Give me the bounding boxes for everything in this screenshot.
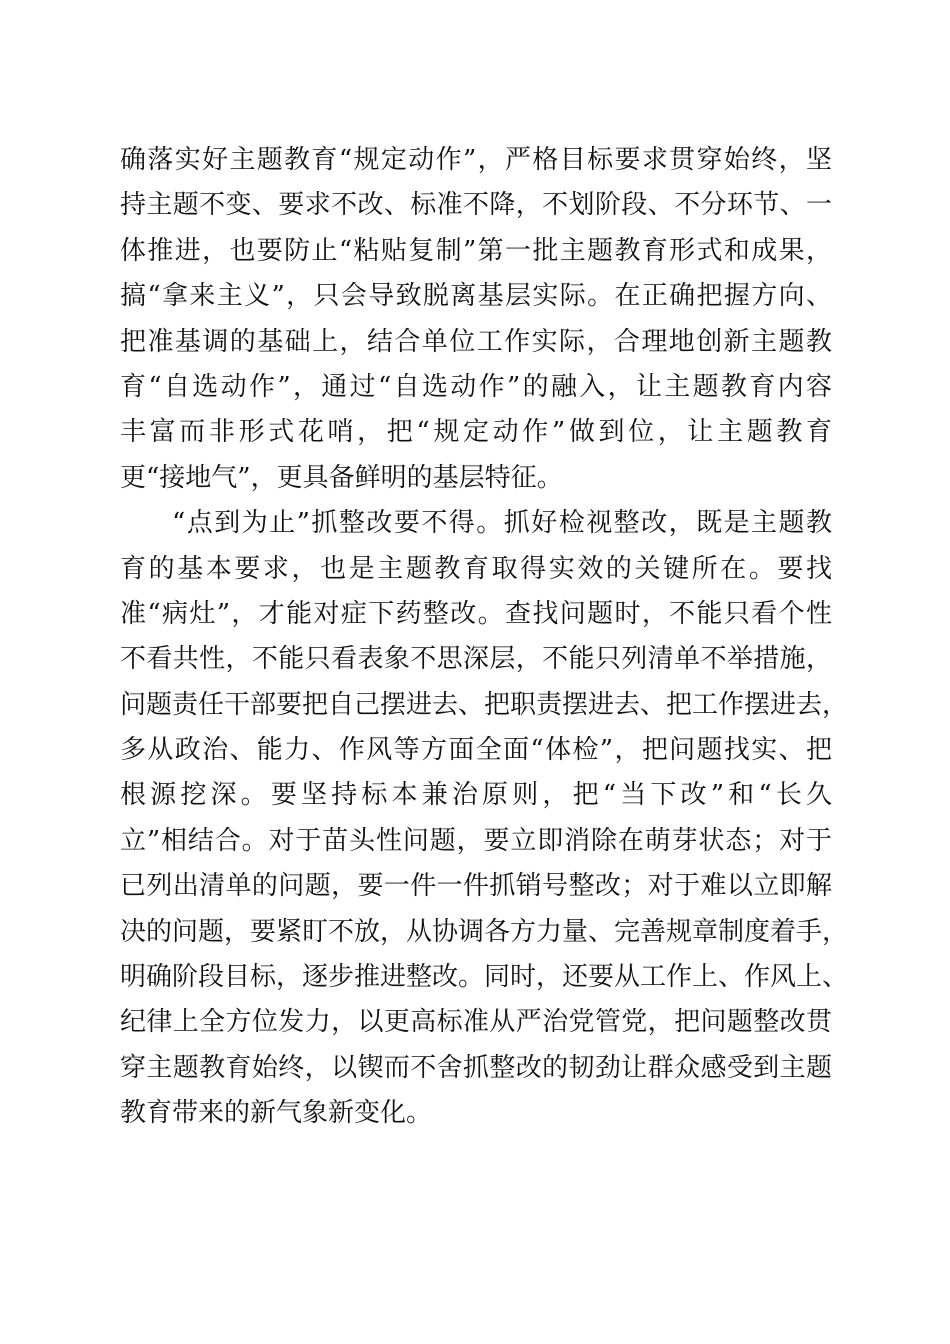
text-line: 明确阶段目标，逐步推进整改。同时，还要从工作上、作风上、 bbox=[120, 962, 849, 993]
text-line: 确落实好主题教育“规定动作”，严格目标要求贯穿始终，坚 bbox=[120, 145, 832, 175]
text-line: 丰富而非形式花哨，把“规定动作”做到位，让主题教育 bbox=[120, 417, 832, 448]
text-line: 把准基调的基础上，结合单位工作实际，合理地创新主题教 bbox=[120, 326, 832, 357]
text-line: 育的基本要求，也是主题教育取得实效的关键所在。要找 bbox=[120, 553, 832, 584]
text-line: 更“接地气”，更具备鲜明的基层特征。 bbox=[120, 462, 563, 493]
text-line: 穿主题教育始终，以锲而不舍抓整改的韧劲让群众感受到主题 bbox=[120, 1052, 832, 1083]
text-line: 准“病灶”，才能对症下药整改。查找问题时，不能只看个性 bbox=[120, 598, 832, 629]
document-body bbox=[120, 138, 849, 1137]
text-line: 育“自选动作”，通过“自选动作”的融入，让主题教育内容 bbox=[120, 371, 832, 402]
text-line: 纪律上全方位发力，以更高标准从严治党管党，把问题整改贯 bbox=[120, 1007, 832, 1038]
text-line: “点到为止”抓整改要不得。抓好检视整改，既是主题教 bbox=[172, 508, 832, 539]
text-line: 问题责任干部要把自己摆进去、把职责摆进去、把工作摆进去， bbox=[120, 689, 849, 720]
text-line: 教育带来的新气象新变化。 bbox=[120, 1098, 433, 1129]
text-line: 根源挖深。要坚持标本兼治原则，把“当下改”和“长久 bbox=[120, 780, 832, 811]
text-line: 已列出清单的问题，要一件一件抓销号整改；对于难以立即解 bbox=[120, 871, 832, 902]
text-line: 持主题不变、要求不改、标准不降，不划阶段、不分环节、一 bbox=[120, 190, 832, 221]
paragraph-2 bbox=[120, 501, 849, 1136]
text-line: 搞“拿来主义”，只会导致脱离基层实际。在正确把握方向、 bbox=[120, 281, 832, 312]
text-line: 不看共性，不能只看表象不思深层，不能只列清单不举措施， bbox=[120, 644, 832, 675]
text-line: 多从政治、能力、作风等方面全面“体检”，把问题找实、把 bbox=[120, 735, 832, 766]
text-line: 决的问题，要紧盯不放，从协调各方力量、完善规章制度着手， bbox=[120, 916, 849, 947]
text-line: 立”相结合。对于苗头性问题，要立即消除在萌芽状态；对于 bbox=[120, 825, 832, 856]
paragraph-1 bbox=[120, 138, 832, 501]
text-line: 体推进，也要防止“粘贴复制”第一批主题教育形式和成果， bbox=[120, 235, 832, 266]
